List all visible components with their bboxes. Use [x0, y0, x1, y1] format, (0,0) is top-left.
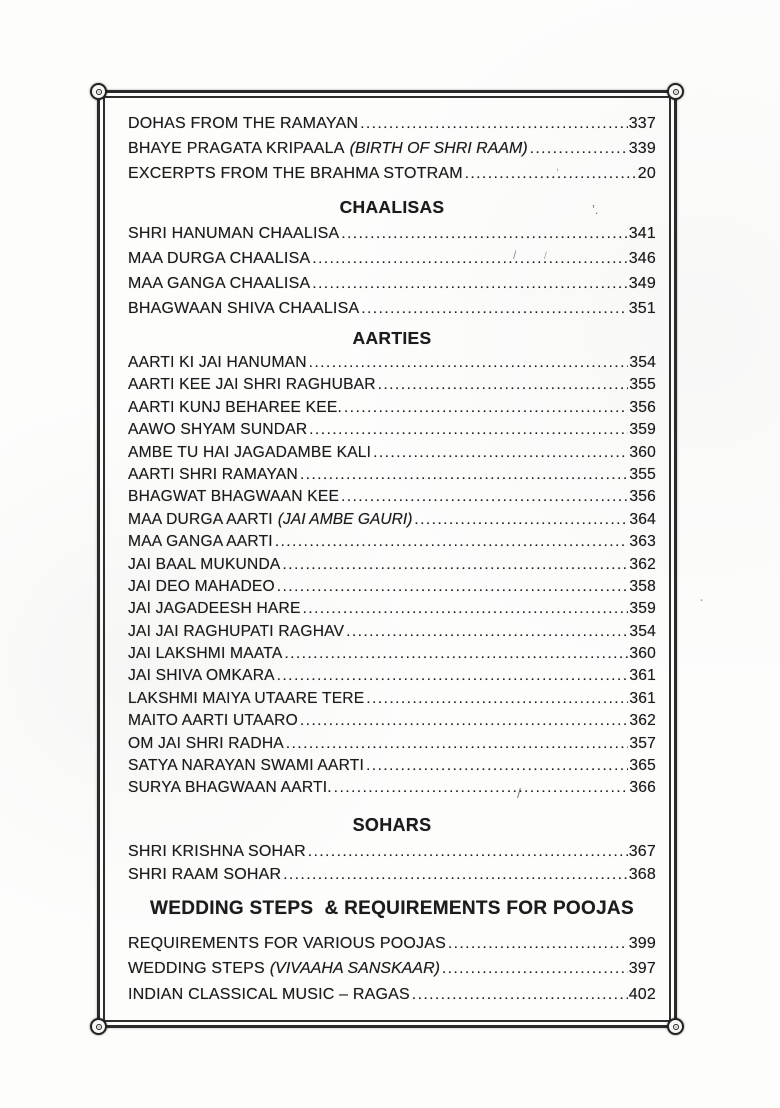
entry-title: AMBE TU HAI JAGADAMBE KALI	[128, 443, 372, 461]
entry-page-number: 358	[629, 577, 656, 595]
entry-title: LAKSHMI MAIYA UTAARE TERE	[128, 689, 365, 707]
entry-title: BHAYE PRAGATA KRIPAALA	[128, 140, 345, 157]
dot-leader	[412, 982, 628, 1008]
toc-entry	[128, 246, 656, 271]
dot-leader	[442, 956, 628, 982]
entry-page-number: 355	[629, 376, 656, 394]
entry-page-number: 339	[628, 140, 656, 157]
dot-leader	[300, 464, 628, 486]
dot-leader	[346, 621, 628, 643]
entry-page-number: 354	[629, 354, 656, 371]
scan-artifact: /	[517, 785, 521, 801]
scan-artifact: ’.	[592, 202, 599, 217]
entry-page-number: 360	[629, 443, 656, 461]
entry-title: JAI JAI RAGHUPATI RAGHAV	[128, 622, 345, 640]
section-heading: AARTIES	[352, 328, 432, 348]
entry-title: SHRI HANUMAN CHAALISA	[128, 225, 340, 242]
toc-section-wedding-steps-requirements-for-poojas	[128, 897, 656, 1008]
dot-leader	[361, 296, 627, 321]
dot-leader	[341, 486, 628, 508]
toc-entry	[128, 665, 656, 687]
entry-title: SHRI KRISHNA SOHAR	[128, 842, 306, 860]
entry-title: MAITO AARTI UTAARO	[128, 712, 298, 730]
entry-title: SATYA NARAYAN SWAMI AARTI	[128, 757, 365, 775]
toc-entry	[128, 982, 656, 1008]
entry-subtitle-italic: (VIVAAHA SANSKAAR)	[269, 960, 440, 978]
entry-title: OM JAI SHRI RADHA	[128, 734, 284, 752]
entry-page-number: 367	[628, 842, 656, 860]
dot-leader	[284, 643, 628, 665]
entry-page-number: 359	[629, 421, 656, 439]
toc-entry	[128, 643, 656, 665]
entry-title: MAA DURGA CHAALISA	[128, 250, 311, 267]
dot-leader	[366, 755, 628, 777]
toc-entry	[128, 221, 656, 246]
entry-title: AARTI KUNJ BEHAREE KEE.	[128, 398, 343, 416]
entry-title: WEDDING STEPS	[128, 960, 265, 978]
scan-artifact: ,	[556, 161, 560, 173]
scan-artifact: /	[544, 251, 547, 262]
toc-entry	[128, 161, 656, 186]
toc-section-aarties	[128, 326, 656, 800]
dot-leader	[334, 777, 629, 799]
corner-bullseye-ornament	[667, 1018, 684, 1035]
toc-section-sohars	[128, 813, 656, 887]
entry-page-number: 351	[628, 300, 656, 317]
dot-leader	[286, 733, 628, 755]
entry-title: DOHAS FROM THE RAMAYAN	[128, 115, 359, 132]
toc-entry	[128, 136, 656, 161]
entry-page-number: 354	[629, 622, 656, 640]
toc-entry	[128, 419, 656, 441]
entry-title: MAA DURGA AARTI	[128, 510, 273, 528]
section-heading: CHAALISAS	[339, 197, 445, 217]
toc-entry	[128, 710, 656, 732]
entry-title: AAWO SHYAM SUNDAR	[128, 421, 308, 439]
dot-leader	[530, 136, 628, 161]
toc-entry	[128, 352, 656, 374]
entry-page-number: 399	[628, 934, 656, 952]
entry-page-number: 362	[629, 712, 656, 730]
dot-leader	[312, 246, 627, 271]
toc-entry	[128, 621, 656, 643]
entry-title: MAA GANGA AARTI	[128, 533, 273, 551]
dot-leader	[373, 442, 628, 464]
dot-leader	[303, 598, 629, 620]
dot-leader	[360, 111, 628, 136]
toc-entry	[128, 688, 656, 710]
corner-bullseye-ornament	[90, 83, 107, 100]
section-heading: WEDDING STEPS & REQUIREMENTS FOR POOJAS	[150, 897, 634, 919]
toc-entry	[128, 554, 656, 576]
entry-title: AARTI SHRI RAMAYAN	[128, 465, 298, 483]
dot-leader	[283, 863, 627, 887]
entry-title: JAI SHIVA OMKARA	[128, 667, 275, 685]
entry-page-number: 363	[629, 533, 656, 551]
entry-subtitle-italic: (JAI AMBE GAURI)	[277, 510, 413, 528]
entry-title: EXCERPTS FROM THE BRAHMA STOTRAM	[128, 165, 463, 182]
entry-page-number: 361	[629, 667, 656, 685]
toc-entry	[128, 271, 656, 296]
entry-page-number: 359	[629, 600, 656, 618]
toc-entry	[128, 598, 656, 620]
toc-entry	[128, 956, 656, 982]
dot-leader	[378, 374, 629, 396]
toc-section-top	[128, 111, 656, 186]
toc-entry	[128, 840, 656, 864]
toc-entry	[128, 863, 656, 887]
entry-page-number: 349	[628, 275, 656, 292]
entry-page-number: 346	[628, 250, 656, 267]
entry-title: JAI JAGADEESH HARE	[128, 600, 301, 618]
entry-title: INDIAN CLASSICAL MUSIC – RAGAS	[128, 985, 410, 1003]
section-heading: SOHARS	[352, 814, 432, 835]
entry-page-number: 364	[629, 510, 656, 528]
toc-entry	[128, 733, 656, 755]
entry-title: AARTI KEE JAI SHRI RAGHUBAR	[128, 376, 376, 394]
dot-leader	[465, 161, 637, 186]
entry-page-number: 341	[628, 225, 656, 242]
toc-entry	[128, 397, 656, 419]
decorative-frame	[97, 90, 677, 1028]
toc-section-chaalisas	[128, 195, 656, 321]
entry-page-number: 366	[629, 779, 656, 797]
entry-page-number: 357	[629, 734, 656, 752]
entry-page-number: 337	[628, 115, 656, 132]
entry-page-number: 361	[629, 689, 656, 707]
entry-page-number: 356	[629, 398, 656, 416]
entry-title: REQUIREMENTS FOR VARIOUS POOJAS	[128, 934, 446, 952]
entry-page-number: 402	[628, 985, 656, 1003]
toc-entry	[128, 531, 656, 553]
entry-page-number: 360	[629, 645, 656, 663]
entry-title: JAI BAAL MUKUNDA	[128, 555, 281, 573]
toc-entry	[128, 576, 656, 598]
dot-leader	[312, 271, 627, 296]
dot-leader	[283, 554, 629, 576]
entry-title: JAI LAKSHMI MAATA	[128, 645, 283, 663]
entry-title: BHAGWAAN SHIVA CHAALISA	[128, 300, 360, 317]
entry-title: SHRI RAAM SOHAR	[128, 866, 282, 884]
dot-leader	[275, 531, 629, 553]
dot-leader	[344, 397, 628, 419]
dot-leader	[309, 419, 628, 441]
entry-title: SURYA BHAGWAAN AARTI.	[128, 779, 332, 797]
dot-leader	[277, 576, 629, 598]
entry-page-number: 365	[629, 757, 656, 775]
toc-entry	[128, 374, 656, 396]
dot-leader	[414, 509, 628, 531]
dot-leader	[277, 665, 629, 687]
corner-bullseye-ornament	[90, 1018, 107, 1035]
entry-page-number: 368	[628, 866, 656, 884]
entry-page-number: 355	[629, 465, 656, 483]
toc-entry	[128, 931, 656, 957]
entry-subtitle-italic: (BIRTH OF SHRI RAAM)	[349, 140, 528, 157]
corner-bullseye-ornament	[667, 83, 684, 100]
table-of-contents	[105, 98, 669, 1020]
entry-title: MAA GANGA CHAALISA	[128, 275, 311, 292]
entry-title: AARTI KI JAI HANUMAN	[128, 354, 307, 371]
entry-page-number: 362	[629, 555, 656, 573]
dot-leader	[448, 931, 628, 957]
toc-entry	[128, 296, 656, 321]
dot-leader	[341, 221, 627, 246]
toc-entry	[128, 755, 656, 777]
dot-leader	[308, 840, 628, 864]
dot-leader	[300, 710, 628, 732]
toc-entry	[128, 509, 656, 531]
toc-entry	[128, 464, 656, 486]
scan-artifact: ·	[699, 591, 704, 608]
toc-entry	[128, 111, 656, 136]
dot-leader	[366, 688, 628, 710]
toc-entry	[128, 777, 656, 799]
entry-page-number: 20	[637, 165, 656, 182]
entry-page-number: 356	[629, 488, 656, 506]
toc-entry	[128, 486, 656, 508]
entry-title: JAI DEO MAHADEO	[128, 577, 275, 595]
entry-page-number: 397	[628, 960, 656, 978]
dot-leader	[309, 352, 629, 374]
scan-artifact: /	[513, 248, 517, 262]
entry-title: BHAGWAT BHAGWAAN KEE	[128, 488, 340, 506]
toc-entry	[128, 442, 656, 464]
